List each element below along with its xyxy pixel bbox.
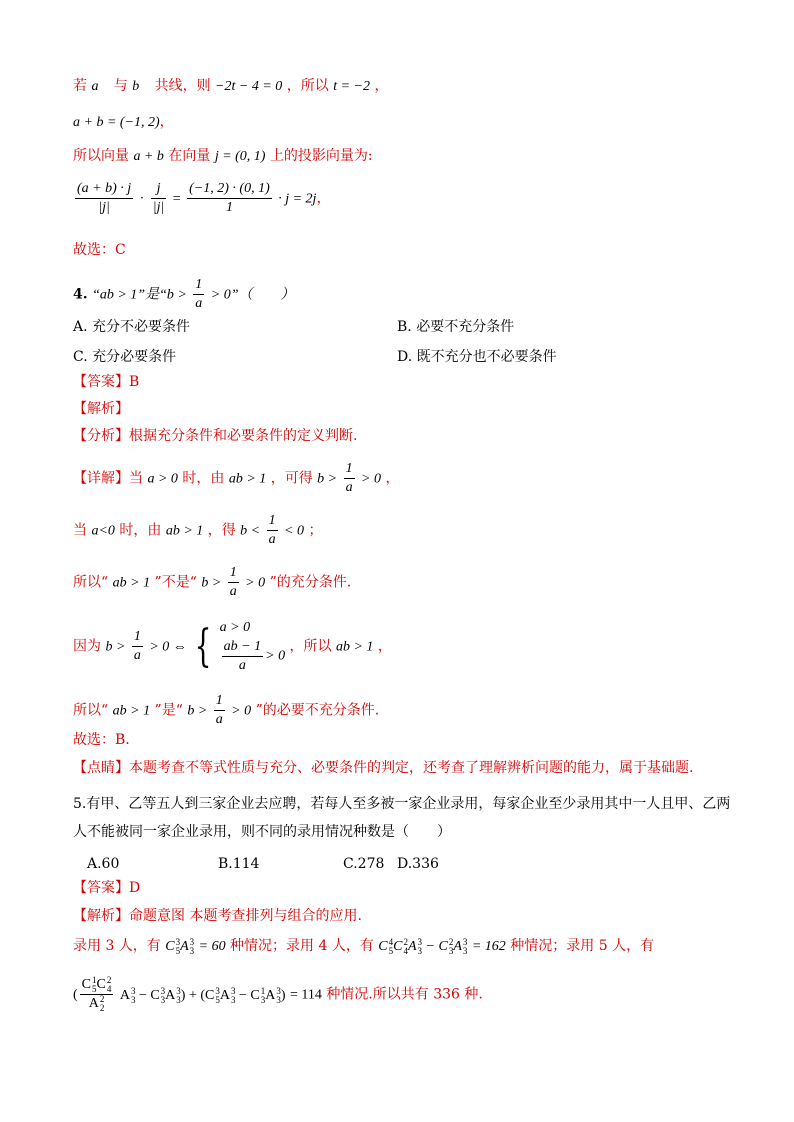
q5-solution-line2: ( C 1 5 C 2 4 A 2 2 A 3 3 − C 3 3 A 3 3 ) + (C 3 5 A 3 3 − C 1 3 A 3 3 ) = 114 种情况.所以共有 336 种.: [73, 975, 483, 1014]
q4-stem: 4. “ab > 1”是“b > $\frac{1}{a}$ > 0”（ ）: [73, 277, 295, 311]
q5-stem-line1: 5.有甲、乙等五人到三家企业去应聘，若每人至多被一家企业录用，每家企业至少录用其中一人且甲、乙两: [73, 796, 731, 812]
sum-line: a + b = (−1, 2)，: [73, 114, 174, 130]
q5-option-d: D.336: [397, 856, 439, 872]
q5-option-a: A.60: [87, 856, 120, 872]
q4-answer: 【答案】B: [73, 374, 140, 390]
q4-option-b: B. 必要不充分条件: [397, 319, 515, 335]
prev-choice: 故选：C: [73, 242, 126, 258]
projection-intro: 所以向量 a + b 在向量 j = (0, 1) 上的投影向量为:: [73, 148, 373, 164]
q4-detail-line3: 所以“ ab > 1 ”不是“ b > $\frac{1}{a}$ > 0 ”的充分条件.: [73, 565, 352, 599]
q4-dianjing: 【点睛】本题考查不等式性质与充分、必要条件的判定，还考查了理解辨析问题的能力，属于基础题.: [73, 760, 694, 776]
q4-option-c: C. 充分必要条件: [73, 349, 177, 365]
q4-detail-line4: 因为 b > $\frac{1}{a}$ > 0 ⇔ { a > 0 $\frac{ab - 1}{a}$ > 0 ，所以 ab > 1 ，: [73, 620, 392, 673]
q4-option-d: D. 既不充分也不必要条件: [397, 349, 557, 365]
q4-choice: 故选：B.: [73, 732, 130, 748]
q4-detail-line1: 【详解】当 a > 0 时，由 ab > 1 ，可得 b > $\frac{1}{a}$ > 0 ，: [73, 461, 400, 495]
collinear-line: 若 a⃗ 与 b⃗ 共线，则 −2t − 4 = 0 ，所以 t = −2 ，: [73, 78, 389, 94]
q4-fenxi: 【分析】根据充分条件和必要条件的定义判断.: [73, 428, 358, 444]
q5-stem-line2: 人不能被同一家企业录用，则不同的录用情况种数是（ ）: [73, 824, 451, 840]
q5-option-b: B.114: [218, 856, 260, 872]
q4-analysis-label: 【解析】: [73, 401, 129, 417]
q5-option-c: C.278: [343, 856, 385, 872]
q5-analysis: 【解析】命题意图 本题考查排列与组合的应用.: [73, 908, 362, 924]
inequality-system: a > 0 $\frac{ab - 1}{a}$ > 0: [219, 620, 286, 673]
projection-formula: $\frac{(a + b) \cdot j}{|j|}$ · $\frac{j}{|j|}$ = $\frac{(-1, 2) \cdot (0, 1)}{1}$ · j = 2j，: [77, 181, 331, 215]
q5-answer: 【答案】D: [73, 880, 141, 896]
q4-option-a: A. 充分不必要条件: [73, 319, 191, 335]
q4-detail-line2: 当 a<0 时，由 ab > 1 ，得 b < $\frac{1}{a}$ < 0 ；: [73, 513, 323, 547]
q4-detail-line5: 所以“ ab > 1 ”是“ b > $\frac{1}{a}$ > 0 ”的必要不充分条件.: [73, 693, 380, 727]
q5-solution-line1: 录用 3 人，有 C 3 5 A 3 3 = 60 种情况；录用 4 人，有 C 4 5 C 2 4 A 3 3 − C 2 3 A 3 3 = 162 种情况；录用 5 人，有: [73, 936, 655, 956]
